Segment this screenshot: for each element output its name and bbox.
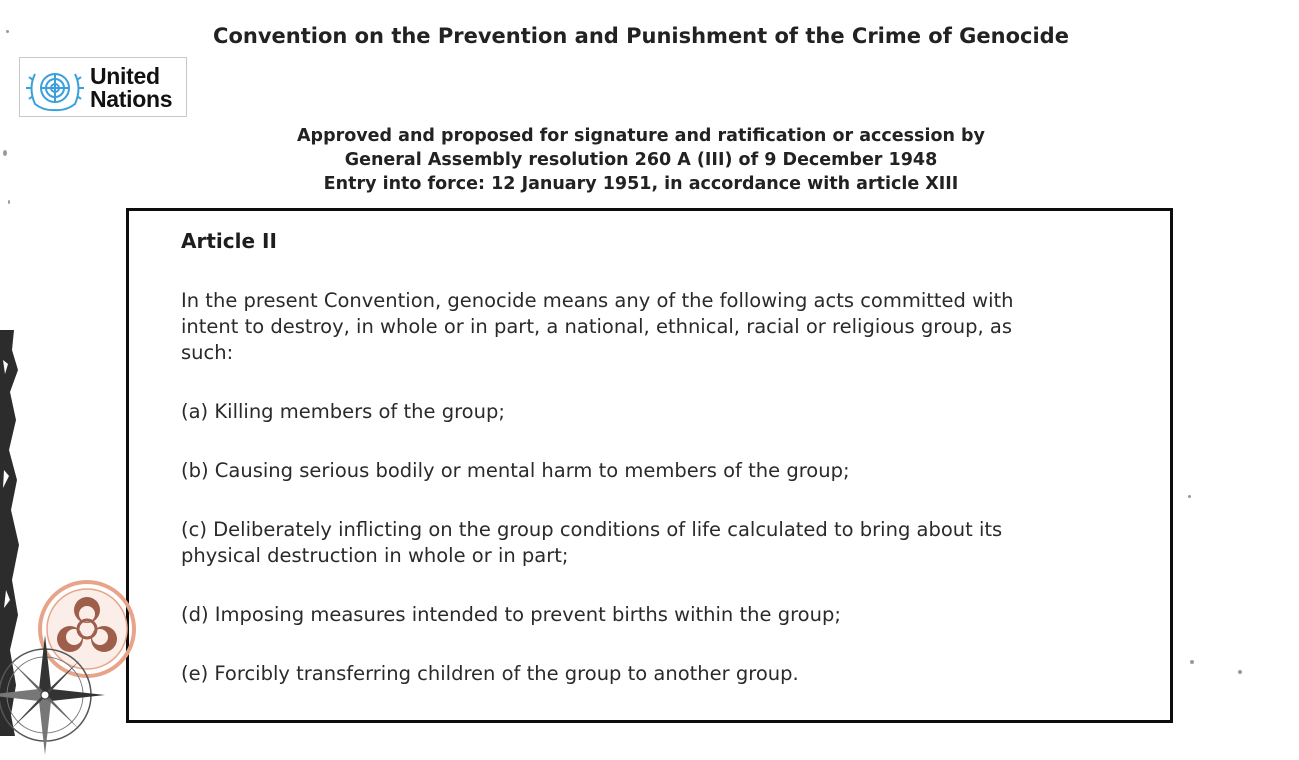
item-line: (b) Causing serious bodily or mental harm to members of the group;: [181, 459, 850, 482]
document-title: Convention on the Prevention and Punishment of the Crime of Genocide: [213, 24, 1069, 48]
article-box: [126, 208, 1173, 723]
subtitle-line: General Assembly resolution 260 A (III) of 9 December 1948: [344, 150, 938, 170]
article-item-b: [181, 458, 850, 484]
item-line: (a) Killing members of the group;: [181, 400, 505, 423]
speck: [1190, 660, 1194, 664]
un-wordmark-line-2: Nations: [90, 86, 173, 112]
speck: [6, 30, 9, 33]
un-logo: [19, 57, 187, 117]
speck: [1238, 670, 1242, 674]
article-item-a: [181, 399, 505, 425]
un-wordmark-line-1: United: [90, 63, 160, 89]
item-line: (c) Deliberately inflicting on the group conditions of life calculated to bring about its: [181, 518, 1003, 541]
item-line: (e) Forcibly transferring children of the group to another group.: [181, 662, 799, 685]
article-item-d: [181, 602, 841, 628]
speck: [1188, 495, 1191, 498]
article-item-e: [181, 661, 799, 687]
intro-line: In the present Convention, genocide means any of the following acts committed with: [181, 289, 1014, 312]
subtitle-line: Entry into force: 12 January 1951, in accordance with article XIII: [323, 174, 959, 194]
speck: [8, 200, 10, 204]
un-wordmark: [90, 65, 172, 111]
article-item-c: [181, 517, 1002, 569]
speck: [3, 150, 7, 156]
article-intro: [181, 288, 1014, 366]
un-emblem-icon: [26, 64, 84, 112]
document-subtitle: [200, 124, 1082, 196]
intro-line: intent to destroy, in whole or in part, a national, ethnical, racial or religious group, as: [181, 315, 1013, 338]
item-line: (d) Imposing measures intended to prevent births within the group;: [181, 603, 841, 626]
article-heading: Article II: [181, 229, 277, 253]
compass-rose-icon: [0, 630, 110, 760]
subtitle-line: Approved and proposed for signature and ratification or accession by: [297, 126, 985, 146]
item-line: physical destruction in whole or in part;: [181, 544, 569, 567]
intro-line: such:: [181, 341, 234, 364]
